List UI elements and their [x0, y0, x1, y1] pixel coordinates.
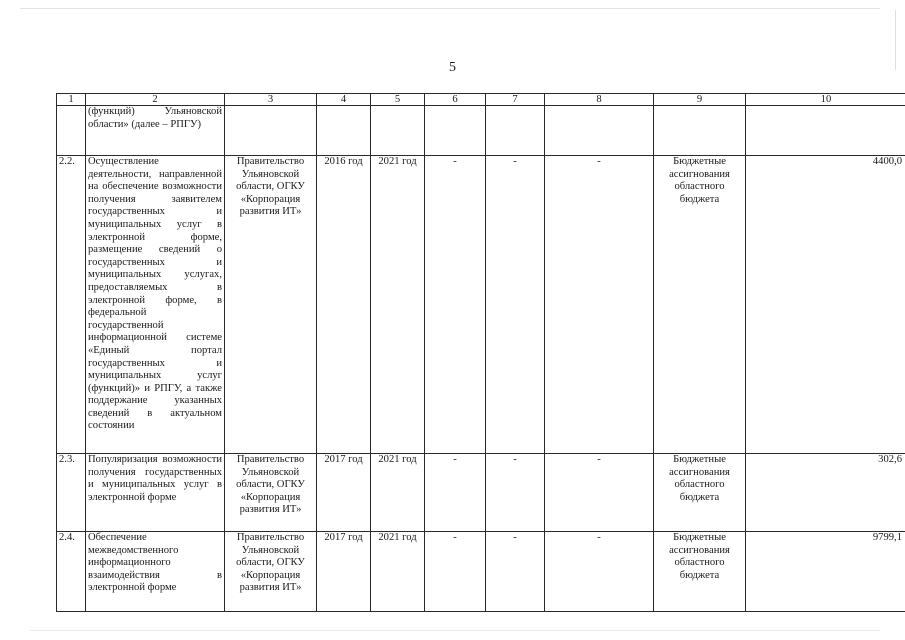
continuation-text: (функций) Ульяновской области» (далее – РПГУ)	[86, 106, 225, 156]
scan-noise-bottom	[30, 630, 880, 631]
start-year: 2017 год	[317, 454, 371, 532]
activity-description: Популяризация возможности получения государственных и муниципальных услуг в электронной форме	[86, 454, 225, 532]
table-cell	[654, 106, 746, 156]
end-year: 2021 год	[371, 532, 425, 612]
continuation-row	[57, 106, 905, 156]
col8-value: -	[545, 532, 654, 612]
col8-value: -	[545, 156, 654, 454]
row-number: 2.2.	[57, 156, 86, 454]
scan-noise-top	[20, 8, 880, 9]
table-cell	[425, 106, 486, 156]
funding-amount: 302,6	[746, 454, 905, 532]
table-cell	[486, 106, 545, 156]
col8-value: -	[545, 454, 654, 532]
header-cell: 2	[86, 94, 225, 106]
table-row	[57, 532, 905, 612]
funding-source: Бюджетные ассигнования областного бюджета	[654, 454, 746, 532]
col7-value: -	[486, 454, 545, 532]
header-cell: 7	[486, 94, 545, 106]
end-year: 2021 год	[371, 156, 425, 454]
header-cell: 6	[425, 94, 486, 106]
table-cell	[746, 106, 905, 156]
header-cell: 1	[57, 94, 86, 106]
col7-value: -	[486, 532, 545, 612]
table-cell	[317, 106, 371, 156]
start-year: 2017 год	[317, 532, 371, 612]
row-number: 2.3.	[57, 454, 86, 532]
activity-description: Осуществление деятельности, направленной на обеспечение возможности получения заявителем государственных и муниципальных услуг в электронной форме, размещение сведений о государственных и муниципальных услугах, предоставляемых в электронной форме, в федеральной государственной информационной системе «Единый портал государственных и муниципальных услуг (функций)» и РПГУ, а также поддержание указанных сведений в актуальном состоянии	[86, 156, 225, 454]
col6-value: -	[425, 454, 486, 532]
funding-amount: 9799,1	[746, 532, 905, 612]
program-activities-table	[56, 93, 905, 612]
table-row	[57, 156, 905, 454]
header-cell: 9	[654, 94, 746, 106]
executor: Правительство Ульяновской области, ОГКУ «Корпорация развития ИТ»	[225, 454, 317, 532]
col7-value: -	[486, 156, 545, 454]
header-cell: 4	[317, 94, 371, 106]
executor: Правительство Ульяновской области, ОГКУ «Корпорация развития ИТ»	[225, 532, 317, 612]
executor: Правительство Ульяновской области, ОГКУ «Корпорация развития ИТ»	[225, 156, 317, 454]
table-row	[57, 454, 905, 532]
funding-source: Бюджетные ассигнования областного бюджета	[654, 156, 746, 454]
table-cell	[57, 106, 86, 156]
start-year: 2016 год	[317, 156, 371, 454]
table-cell	[545, 106, 654, 156]
col6-value: -	[425, 156, 486, 454]
table-cell	[225, 106, 317, 156]
header-cell: 5	[371, 94, 425, 106]
header-cell: 10	[746, 94, 905, 106]
header-cell: 8	[545, 94, 654, 106]
col6-value: -	[425, 532, 486, 612]
funding-amount: 4400,0	[746, 156, 905, 454]
page-number: 5	[449, 60, 456, 75]
funding-source: Бюджетные ассигнования областного бюджета	[654, 532, 746, 612]
end-year: 2021 год	[371, 454, 425, 532]
header-row	[57, 94, 905, 106]
header-cell: 3	[225, 94, 317, 106]
table-cell	[371, 106, 425, 156]
activity-description: Обеспечение межведомственного информационного взаимодействия в электронной форме	[86, 532, 225, 612]
row-number: 2.4.	[57, 532, 86, 612]
